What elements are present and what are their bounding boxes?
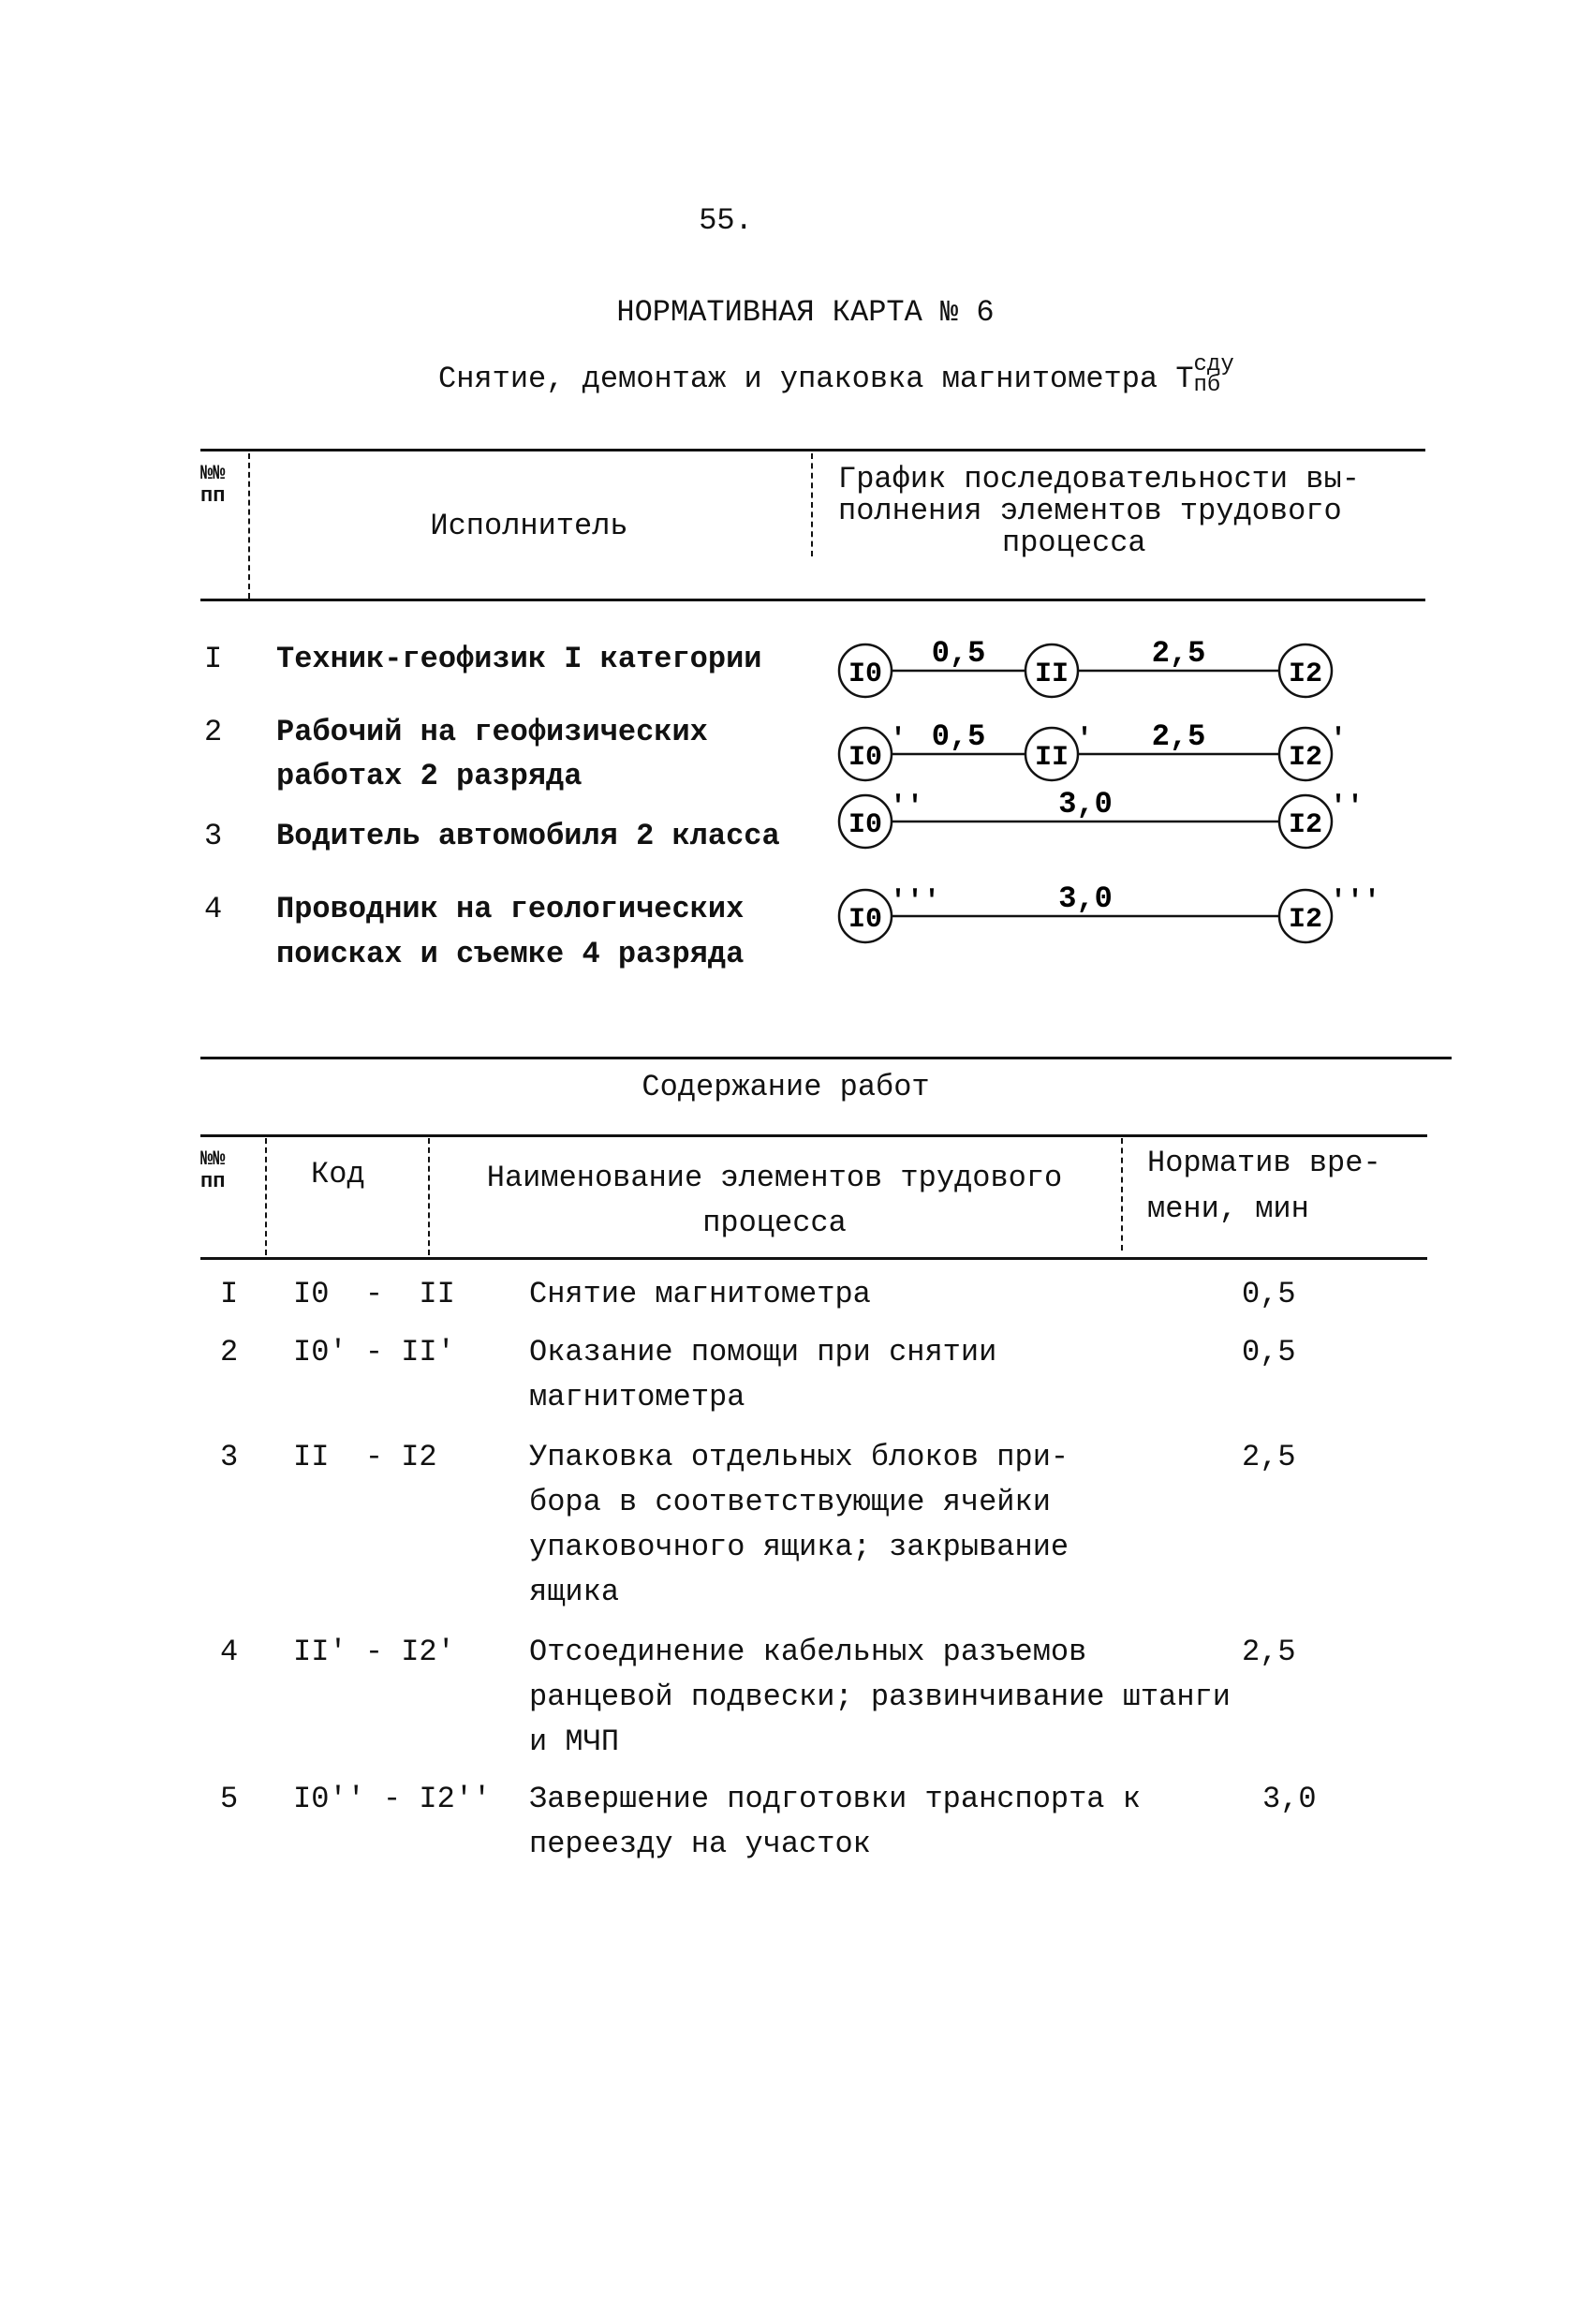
subtitle-superscript: сду — [1193, 352, 1234, 377]
row-number: 2 — [204, 715, 223, 749]
graph-node-mark: '' — [890, 792, 924, 823]
table-rule — [200, 1057, 1452, 1059]
header-num: №№ пп — [200, 1147, 226, 1194]
header-name: Наименование элементов трудового — [486, 1161, 1063, 1195]
row-element-name: Снятие магнитометра — [529, 1277, 871, 1311]
graph-node-mark: '' — [1330, 792, 1364, 823]
header-code: Код — [311, 1157, 365, 1192]
row-code: II' - I2' — [293, 1635, 455, 1669]
graph-duration: 3,0 — [1058, 881, 1113, 916]
column-divider — [1121, 1138, 1123, 1251]
row-time-norm: 3,0 — [1262, 1782, 1317, 1816]
performer-name: поисках и съемке 4 разряда — [276, 937, 745, 971]
graph-node-label: II — [1034, 742, 1069, 774]
graph-node-mark: ''' — [890, 886, 941, 918]
row-time-norm: 0,5 — [1242, 1277, 1296, 1311]
table-caption: Содержание работ — [642, 1070, 930, 1104]
header-norm: Норматив вре- — [1147, 1146, 1381, 1180]
row-number: 5 — [220, 1782, 239, 1816]
graph-duration: 2,5 — [1151, 719, 1206, 754]
page-number: 55. — [699, 203, 753, 238]
graph-node-label: I0 — [848, 809, 883, 841]
row-element-name: Оказание помощи при снятии — [529, 1335, 997, 1369]
row-element-name: ящика — [529, 1575, 620, 1609]
performer-name: Рабочий на геофизических — [276, 715, 708, 749]
performer-name: работах 2 разряда — [276, 759, 583, 793]
row-number: 4 — [220, 1635, 239, 1669]
row-time-norm: 0,5 — [1242, 1335, 1296, 1369]
graph-node-label: II — [1034, 659, 1069, 690]
document-title: НОРМАТИВНАЯ КАРТА № 6 — [616, 295, 995, 330]
row-element-name: бора в соответствующие ячейки — [529, 1485, 1051, 1519]
performer-name: Проводник на геологических — [276, 892, 745, 926]
performer-name: Водитель автомобиля 2 класса — [276, 819, 780, 853]
graph-duration: 3,0 — [1058, 787, 1113, 822]
graph-node-label: I0 — [848, 659, 883, 690]
graph-node-mark: ' — [1330, 724, 1348, 756]
row-element-name: Завершение подготовки транспорта к — [529, 1782, 1141, 1816]
table-rule — [200, 1257, 1427, 1260]
header-graph-line: процесса — [1002, 525, 1146, 560]
row-element-name: Упаковка отдельных блоков при- — [529, 1440, 1069, 1474]
graph-node-label: I2 — [1288, 809, 1323, 841]
row-code: II - I2 — [293, 1440, 437, 1474]
header-norm: мени, мин — [1147, 1192, 1309, 1226]
graph-node-mark: ''' — [1330, 886, 1381, 918]
header-graph-line: полнения элементов трудового — [838, 494, 1342, 528]
row-number: 2 — [220, 1335, 239, 1369]
row-code: I0' - II' — [293, 1335, 455, 1369]
table-rule — [200, 1134, 1427, 1137]
row-element-name: переезду на участок — [529, 1827, 871, 1861]
column-divider — [428, 1138, 430, 1255]
subtitle-text: Снятие, демонтаж и упаковка магнитометра Т — [438, 362, 1194, 397]
row-element-name: ранцевой подвески; развинчивание штанги — [529, 1680, 1231, 1714]
graph-node-label: I2 — [1288, 904, 1323, 936]
header-performer: Исполнитель — [430, 509, 628, 543]
header-graph-line: График последовательности вы- — [838, 462, 1360, 496]
graph-node-label: I0 — [848, 904, 883, 936]
row-code: I0'' - I2'' — [293, 1782, 492, 1816]
row-element-name: и МЧП — [529, 1724, 620, 1759]
graph-node-label: I2 — [1288, 742, 1323, 774]
header-name: процесса — [702, 1206, 847, 1240]
row-number: 3 — [220, 1440, 239, 1474]
row-time-norm: 2,5 — [1242, 1635, 1296, 1669]
header-num: №№ пп — [200, 462, 226, 509]
graph-node-label: I0 — [848, 742, 883, 774]
row-code: I0 - II — [293, 1277, 455, 1311]
row-time-norm: 2,5 — [1242, 1440, 1296, 1474]
graph-node-mark: ' — [1076, 724, 1094, 756]
row-number: I — [204, 642, 223, 676]
row-number: I — [220, 1277, 239, 1311]
column-divider — [265, 1138, 267, 1255]
row-element-name: магнитометра — [529, 1380, 745, 1414]
graph-node-label: I2 — [1288, 659, 1323, 690]
graph-duration: 0,5 — [931, 636, 986, 671]
row-number: 4 — [204, 892, 223, 926]
row-element-name: Отсоединение кабельных разъемов — [529, 1635, 1087, 1669]
row-number: 3 — [204, 819, 223, 853]
graph-node-mark: ' — [890, 724, 907, 756]
sequence-graph — [0, 0, 1593, 1030]
row-element-name: упаковочного ящика; закрывание — [529, 1530, 1069, 1564]
graph-duration: 0,5 — [931, 719, 986, 754]
performer-name: Техник-геофизик I категории — [276, 642, 762, 676]
graph-duration: 2,5 — [1151, 636, 1206, 671]
subtitle-subscript: пб — [1193, 372, 1221, 398]
